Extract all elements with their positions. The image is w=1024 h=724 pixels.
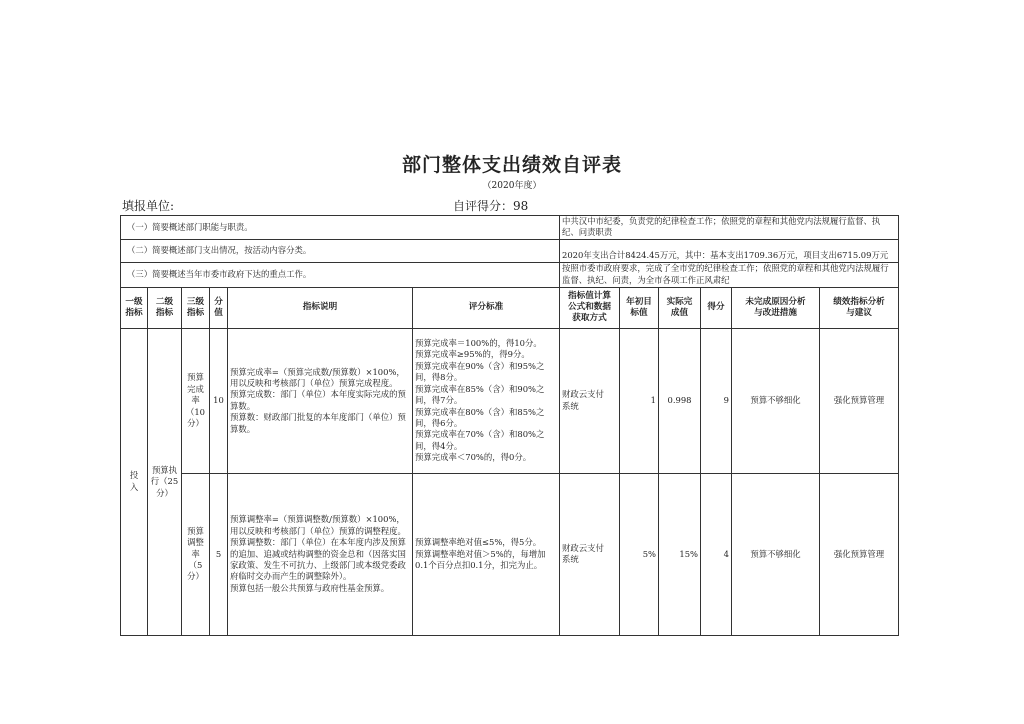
target-value: 1 — [620, 328, 659, 473]
intro-value: 按照市委市政府要求，完成了全市党的纪律检查工作；依照党的章程和其他党内法规履行监督、执纪、问责，为全市各项工作正风肃纪 — [560, 262, 899, 287]
formula-source: 财政云支付 系统 — [560, 328, 620, 473]
reporting-unit-label: 填报单位: — [122, 199, 175, 213]
level3-indicator: 预算 完成 率 （10 分） — [182, 328, 210, 473]
column-header: 三级 指标 — [182, 287, 210, 328]
reason-analysis: 预算不够细化 — [732, 473, 820, 635]
score-value: 9 — [701, 328, 732, 473]
intro-value: 中共汉中市纪委，负责党的纪律检查工作；依照党的章程和其他党内法规履行监督、执纪、问责职责 — [560, 216, 899, 240]
intro-label: （三）简要概述当年市委市政府下达的重点工作。 — [121, 262, 560, 287]
table-row — [121, 473, 899, 635]
level1-indicator: 投 入 — [121, 328, 148, 635]
scoring-criteria: 预算调整率绝对值≤5%，得5分。 预算调整率绝对值＞5%的，每增加0.1个百分点扣0.1分，扣完为止。 — [413, 473, 560, 635]
column-header: 年初目 标值 — [620, 287, 659, 328]
scoring-criteria: 预算完成率＝100%的，得10分。 预算完成率≥95%的，得9分。 预算完成率在90%（含）和95%之间，得8分。 预算完成率在85%（含）和90%之间，得7分。 预算完成率在80%（含）和85%之间，得6分。 预算完成率在70%（含）和80%之间，得4分。 预算完成率＜70%的，得0分。 — [413, 328, 560, 473]
formula-source: 财政云支付 系统 — [560, 473, 620, 635]
actual-value: 15% — [659, 473, 701, 635]
self-score-label: 自评得分：98 — [453, 199, 529, 213]
table-row — [121, 328, 899, 473]
column-header: 指标值计算 公式和数据 获取方式 — [560, 287, 620, 328]
intro-label: （二）简要概述部门支出情况，按活动内容分类。 — [121, 239, 560, 262]
column-header: 分 值 — [210, 287, 228, 328]
performance-suggestion: 强化预算管理 — [820, 328, 899, 473]
actual-value: 0.998 — [659, 328, 701, 473]
reason-analysis: 预算不够细化 — [732, 328, 820, 473]
column-header: 二级 指标 — [148, 287, 182, 328]
column-header: 指标说明 — [228, 287, 413, 328]
level3-indicator: 预算 调整 率 （5 分） — [182, 473, 210, 635]
intro-value: 2020年支出合计8424.45万元，其中：基本支出1709.36万元，项目支出6715.09万元 — [560, 239, 899, 262]
column-header: 得分 — [701, 287, 732, 328]
column-header: 绩效指标分析 与建议 — [820, 287, 899, 328]
intro-label: （一）简要概述部门职能与职责。 — [121, 216, 560, 240]
target-value: 5% — [620, 473, 659, 635]
page-title: 部门整体支出绩效自评表 — [401, 154, 622, 176]
header-row — [121, 287, 899, 328]
intro-row — [121, 216, 899, 240]
column-header: 评分标准 — [413, 287, 560, 328]
column-header: 一级 指标 — [121, 287, 148, 328]
column-header: 未完成原因分析 与改进措施 — [732, 287, 820, 328]
intro-row — [121, 239, 899, 262]
column-header: 实际完 成值 — [659, 287, 701, 328]
level2-indicator: 预算执 行（25 分） — [148, 328, 182, 635]
indicator-description: 预算调整率=（预算调整数/预算数）×100%，用以反映和考核部门（单位）预算的调整程度。 预算调整数：部门（单位）在本年度内涉及预算的追加、追减或结构调整的资金总和（因落实国家政策、发生不可抗力、上级部门或本级党委政府临时交办而产生的调整除外）。 预算包括一般公共预算与政府性基金预算。 — [228, 473, 413, 635]
evaluation-table — [120, 215, 899, 636]
intro-row — [121, 262, 899, 287]
score-value: 4 — [701, 473, 732, 635]
indicator-description: 预算完成率=（预算完成数/预算数）×100%，用以反映和考核部门（单位）预算完成程度。 预算完成数：部门（单位）本年度实际完成的预算数。 预算数：财政部门批复的本年度部门（单位）预算数。 — [228, 328, 413, 473]
performance-suggestion: 强化预算管理 — [820, 473, 899, 635]
report-year: （2020年度） — [482, 181, 542, 191]
points-value: 10 — [210, 328, 228, 473]
points-value: 5 — [210, 473, 228, 635]
